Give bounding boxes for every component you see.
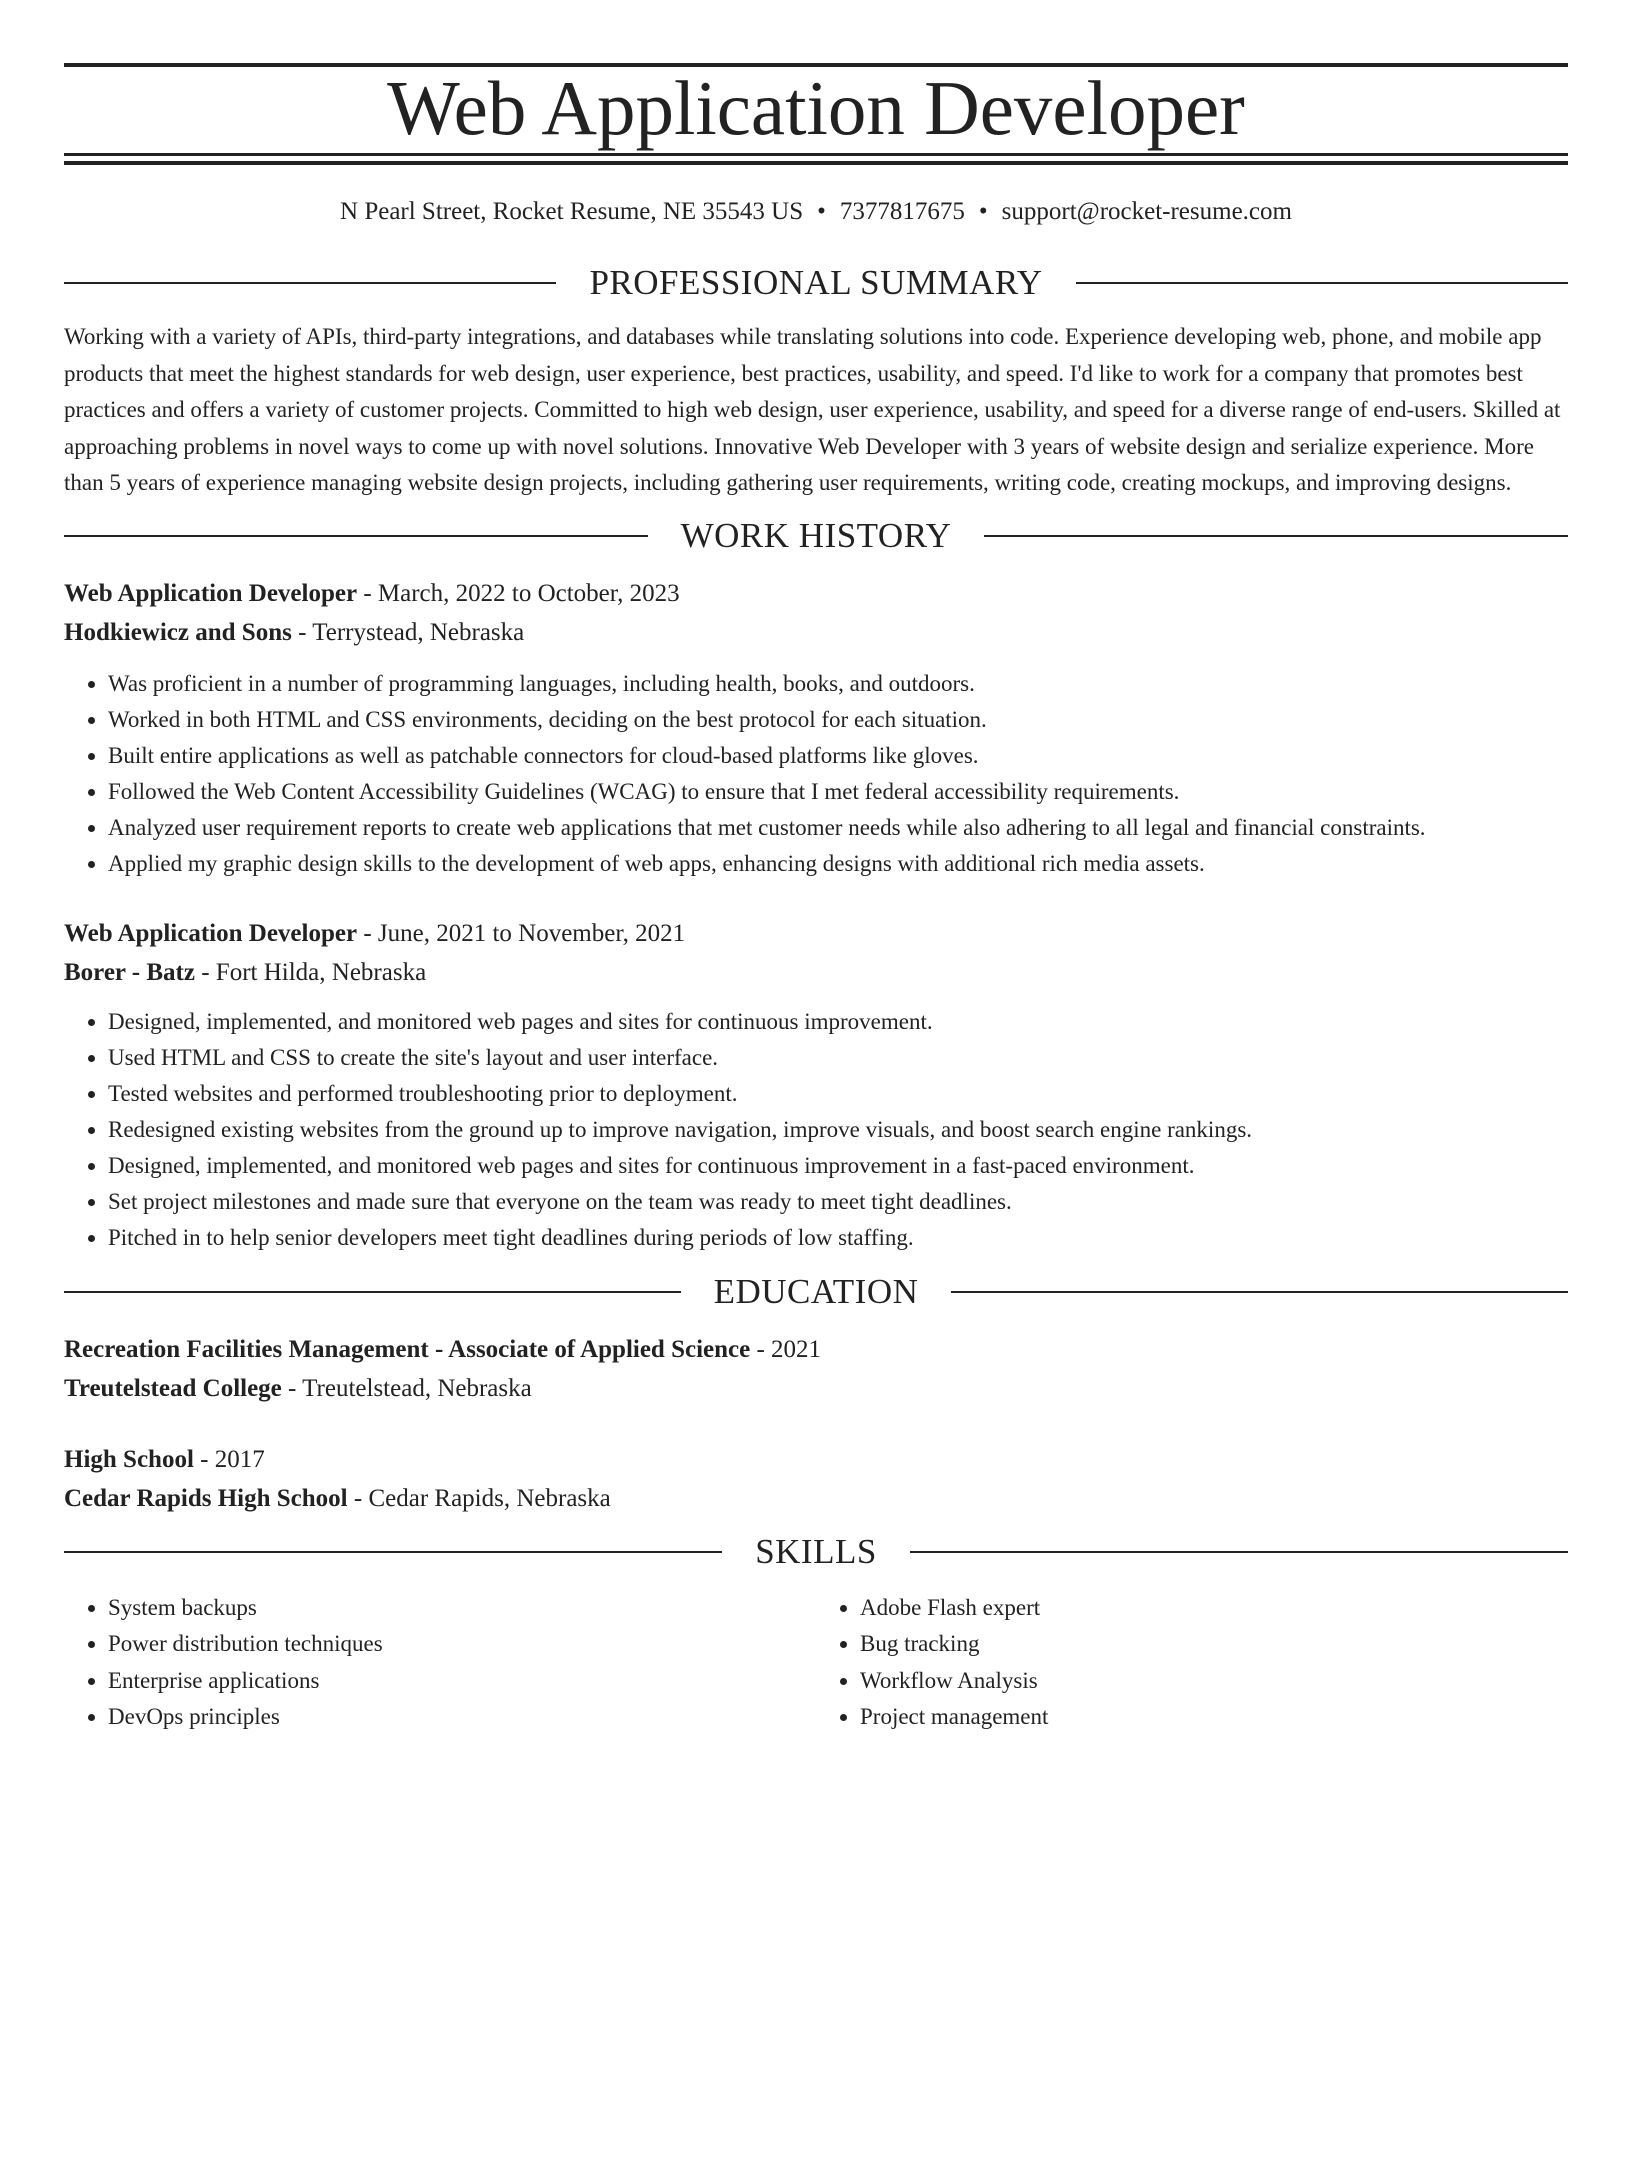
job-company-line: [64, 613, 1568, 652]
list-item: • Designed, implemented, and monitored web pages and sites for continuous improvement.: [108, 1004, 1568, 1040]
list-item: • Pitched in to help senior developers meet tight deadlines during periods of low staffing.: [108, 1220, 1568, 1256]
list-item: • Adobe Flash expert: [860, 1590, 1568, 1627]
contact-address: N Pearl Street, Rocket Resume, NE 35543 US: [340, 198, 804, 225]
list-item: • Project management: [860, 1699, 1568, 1736]
title-double-rule: [64, 153, 1568, 165]
list-item: • Designed, implemented, and monitored web pages and sites for continuous improvement in a fast-paced environment.: [108, 1148, 1568, 1184]
resume-title: Web Application Developer: [387, 65, 1245, 151]
resume-page: [0, 63, 1632, 2175]
school-line: [64, 1479, 1568, 1518]
school-line: [64, 1369, 1568, 1408]
work-title: WORK HISTORY: [680, 515, 952, 555]
contact-separator: •: [817, 198, 826, 225]
job-title-line: [64, 574, 1568, 613]
heading-rule: [64, 1291, 681, 1293]
job-title-line: [64, 914, 1568, 953]
list-item: • Bug tracking: [860, 1626, 1568, 1663]
degree: Recreation Facilities Management - Associate of Applied Science: [64, 1335, 751, 1363]
job-location: - Fort Hilda, Nebraska: [194, 958, 427, 986]
list-item: • DevOps principles: [108, 1699, 816, 1736]
contact-line: [64, 197, 1568, 227]
education-title: EDUCATION: [713, 1271, 919, 1311]
list-item: • Set project milestones and made sure that everyone on the team was ready to meet tight deadlines.: [108, 1184, 1568, 1220]
skills-section-heading: [64, 1530, 1568, 1574]
summary-text: Working with a variety of APIs, third-party integrations, and databases while translating solutions into code. Experience developing web, phone, and mobile app products that meet the highest standards for web design, user experience, best practices, usability, and speed. I'd like to work for a company that promotes best practices and offers a variety of customer projects. Committed to high web design, user experience, usability, and speed for a diverse range of end-users. Skilled at approaching problems in novel ways to come up with novel solutions. Innovative Web Developer with 3 years of website design and serialize experience. More than 5 years of experience managing website design projects, including gathering user requirements, writing code, creating mockups, and improving designs.: [64, 324, 1561, 495]
list-item: • System backups: [108, 1590, 816, 1627]
summary-section-heading: [64, 261, 1568, 305]
degree-line: [64, 1330, 1568, 1369]
heading-rule: [951, 1291, 1568, 1293]
list-item: • Analyzed user requirement reports to create web applications that met customer needs while also adhering to all legal and financial constraints.: [108, 810, 1568, 846]
heading-rule: [64, 1551, 722, 1553]
summary-title: PROFESSIONAL SUMMARY: [589, 263, 1043, 302]
skills-title: SKILLS: [755, 1531, 877, 1571]
list-item: • Tested websites and performed troubleshooting prior to deployment.: [108, 1076, 1568, 1112]
list-item: • Used HTML and CSS to create the site's layout and user interface.: [108, 1040, 1568, 1076]
list-item: • Applied my graphic design skills to the development of web apps, enhancing designs with additional rich media assets.: [108, 846, 1568, 882]
skills-list: [64, 1590, 1568, 1736]
job-entry: [64, 574, 1568, 882]
list-item: • Was proficient in a number of programming languages, including health, books, and outdoors.: [108, 666, 1568, 702]
education-entry: [64, 1330, 1568, 1408]
contact-email: support@rocket-resume.com: [1001, 198, 1292, 225]
heading-rule: [910, 1551, 1568, 1553]
school-location: - Treutelstead, Nebraska: [281, 1374, 532, 1402]
list-item: • Enterprise applications: [108, 1663, 816, 1700]
job-title: Web Application Developer: [64, 579, 358, 607]
contact-phone: 7377817675: [839, 198, 965, 225]
school: Cedar Rapids High School: [64, 1484, 348, 1512]
school: Treutelstead College: [64, 1374, 282, 1402]
heading-rule: [984, 535, 1568, 537]
degree-year: - 2017: [193, 1445, 265, 1473]
skills-column-left: [64, 1590, 816, 1736]
list-item: • Worked in both HTML and CSS environments, deciding on the best protocol for each situation.: [108, 702, 1568, 738]
job-company: Borer - Batz: [64, 958, 195, 986]
contact-separator: •: [978, 198, 988, 225]
list-item: • Followed the Web Content Accessibility Guidelines (WCAG) to ensure that I met federal accessibility requirements.: [108, 774, 1568, 810]
degree-year: - 2021: [750, 1335, 822, 1363]
degree: High School: [64, 1445, 194, 1473]
list-item: • Built entire applications as well as patchable connectors for cloud-based platforms like gloves.: [108, 738, 1568, 774]
job-entry: [64, 914, 1568, 1256]
job-bullets: [64, 666, 1568, 882]
heading-rule: [64, 535, 648, 537]
list-item: • Redesigned existing websites from the ground up to improve navigation, improve visuals, and boost search engine rankings.: [108, 1112, 1568, 1148]
heading-rule: [1076, 282, 1568, 284]
list-item: • Power distribution techniques: [108, 1626, 816, 1663]
job-company-line: [64, 953, 1568, 992]
job-location: - Terrystead, Nebraska: [291, 618, 525, 646]
job-dates: - June, 2021 to November, 2021: [357, 919, 686, 947]
education-entry: [64, 1440, 1568, 1518]
school-location: - Cedar Rapids, Nebraska: [347, 1484, 611, 1512]
job-company: Hodkiewicz and Sons: [64, 618, 292, 646]
skills-column-right: [816, 1590, 1568, 1736]
list-item: • Workflow Analysis: [860, 1663, 1568, 1700]
education-section-heading: [64, 1270, 1568, 1314]
job-bullets: [64, 1004, 1568, 1256]
heading-rule: [64, 282, 556, 284]
job-dates: - March, 2022 to October, 2023: [357, 579, 680, 607]
job-title: Web Application Developer: [64, 919, 358, 947]
degree-line: [64, 1440, 1568, 1479]
work-section-heading: [64, 514, 1568, 558]
